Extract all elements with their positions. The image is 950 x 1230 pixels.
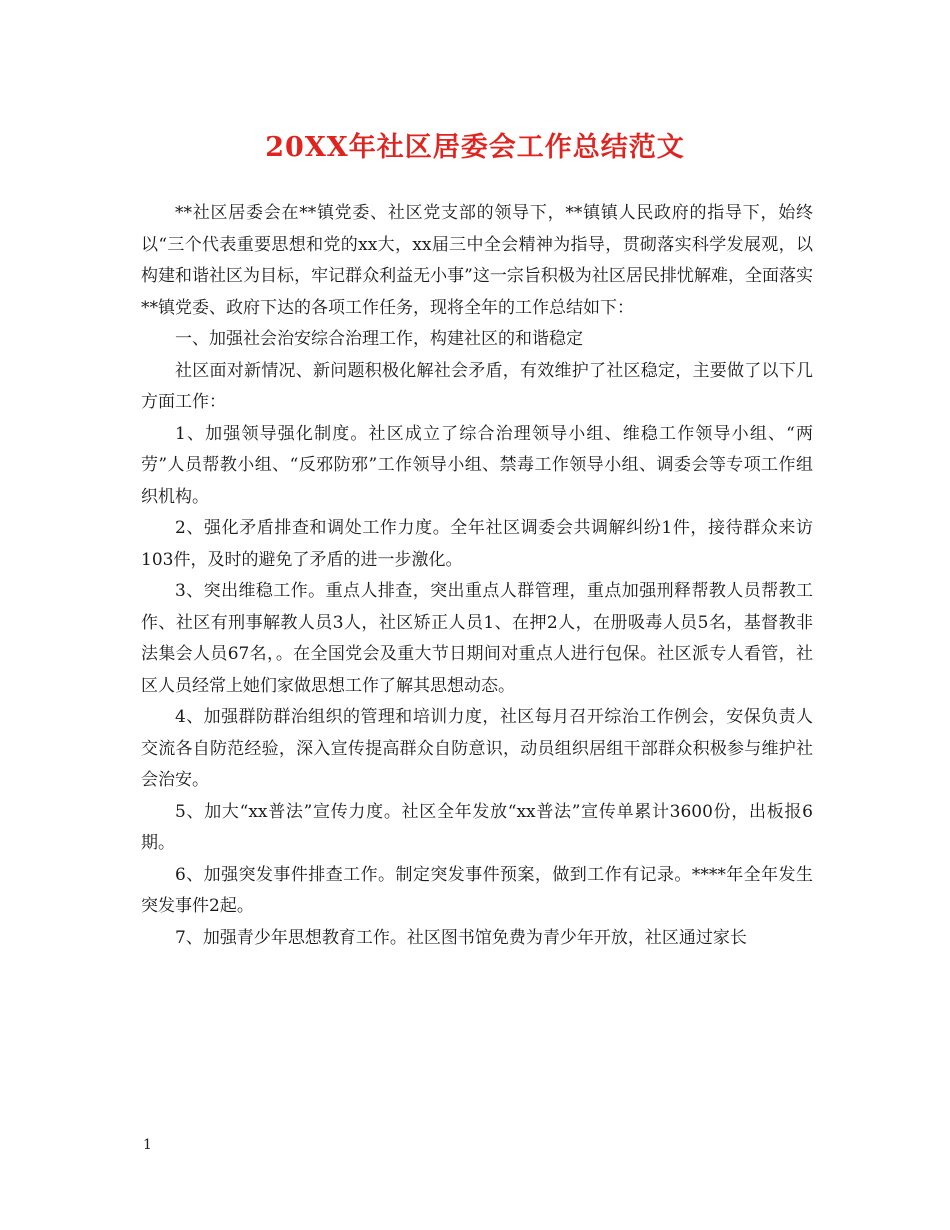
paragraph-item-6: 6、加强突发事件排查工作。制定突发事件预案，做到工作有记录。****年全年发生突发事件2起。	[141, 864, 813, 916]
section-heading-1: 一、加强社会治安综合治理工作，构建社区的和谐稳定	[175, 329, 583, 349]
paragraph-item-5: 5、加大“xx普法”宣传力度。社区全年发放“xx普法”宣传单累计3600份，出板报6期。	[141, 801, 813, 853]
paragraph-item-3: 3、突出维稳工作。重点人排查，突出重点人群管理，重点加强刑释帮教人员帮教工作、社区有刑事解教人员3人，社区矫正人员1、在押2人，在册吸毒人员5名，基督教非法集会人员67名，。在全国党会及重大节日期间对重点人进行包保。社区派专人看管，社区人员经常上她们家做思想工作了解其思想动态。	[141, 581, 813, 696]
paragraph-section-intro: 社区面对新情况、新问题积极化解社会矛盾，有效维护了社区稳定，主要做了以下几方面工作：	[141, 360, 813, 412]
document-body	[141, 198, 813, 954]
document-title: 20XX年社区居委会工作总结范文	[265, 132, 685, 163]
paragraph-item-4: 4、加强群防群治组织的管理和培训力度，社区每月召开综治工作例会，安保负责人交流各自防范经验，深入宣传提高群众自防意识，动员组织居组干部群众积极参与维护社会治安。	[141, 707, 813, 790]
paragraph-intro: **社区居委会在**镇党委、社区党支部的领导下，**镇镇人民政府的指导下，始终以“三个代表重要思想和党的xx大，xx届三中全会精神为指导，贯砌落实科学发展观，以构建和谐社区为目标，牢记群众利益无小事”这一宗旨积极为社区居民排忧解难，全面落实**镇党委、政府下达的各项工作任务，现将全年的工作总结如下：	[141, 203, 813, 318]
paragraph-item-7: 7、加强青少年思想教育工作。社区图书馆免费为青少年开放，社区通过家长	[175, 927, 747, 948]
paragraph-item-2: 2、强化矛盾排查和调处工作力度。全年社区调委会共调解纠纷1件，接待群众来访103件，及时的避免了矛盾的进一步激化。	[141, 518, 813, 570]
paragraph-item-1: 1、加强领导强化制度。社区成立了综合治理领导小组、维稳工作领导小组、“两劳”人员帮教小组、“反邪防邪”工作领导小组、禁毒工作领导小组、调委会等专项工作组织机构。	[141, 423, 813, 507]
page-number: 1	[143, 1137, 152, 1153]
